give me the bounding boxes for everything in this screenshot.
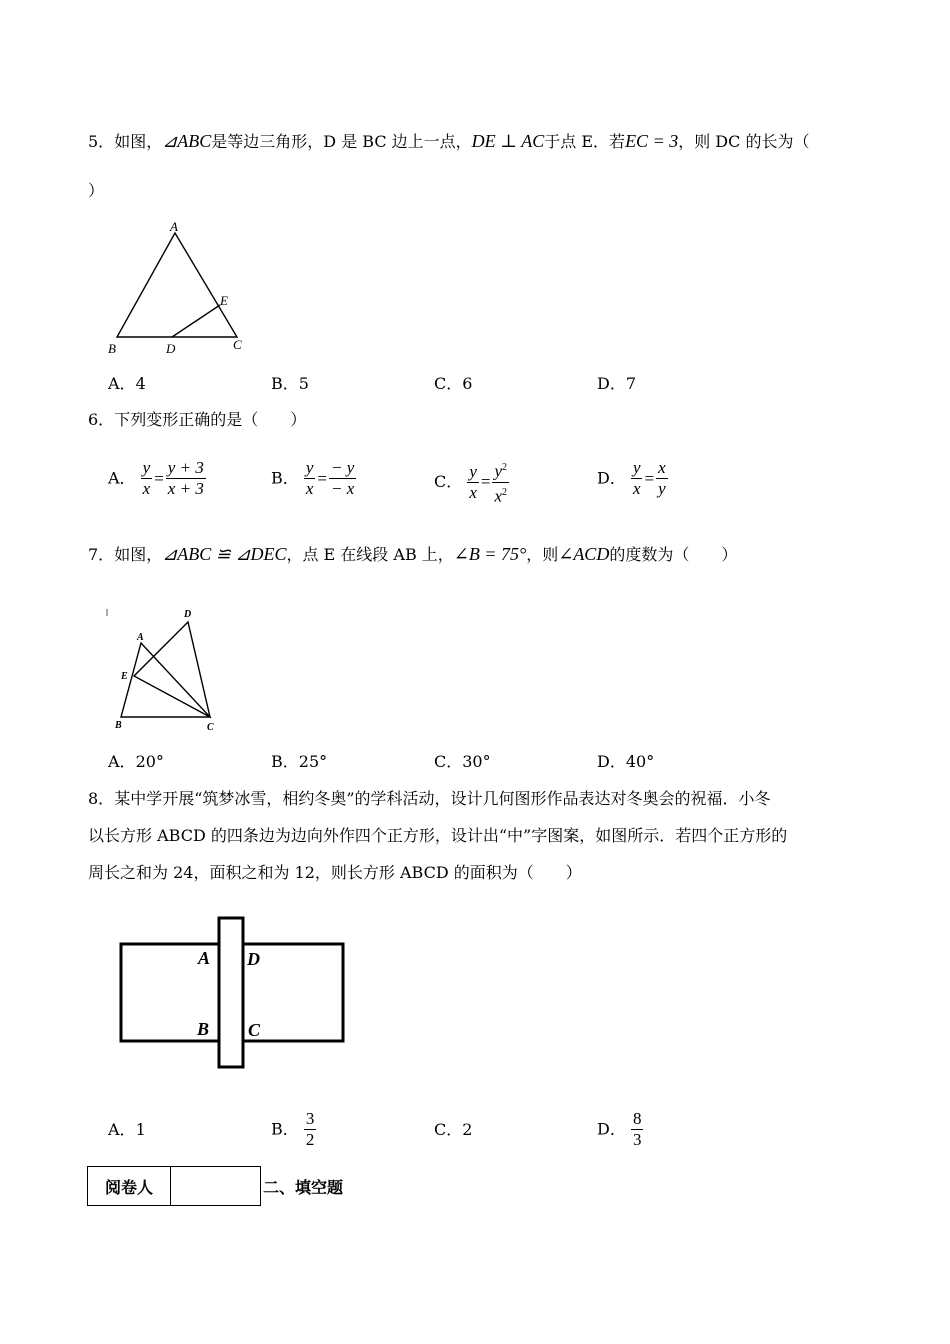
q5-label-b: B (108, 341, 116, 356)
q8-stem-line2: 以长方形 ABCD 的四条边为边向外作四个正方形，设计出“中”字图案，如图所示．若四个正方形的 (88, 826, 788, 845)
q7-option-a[interactable]: A．20° (108, 752, 164, 771)
q6-b-left-fraction: $\frac{y}{x}$ (305, 458, 314, 498)
grader-score-box[interactable] (171, 1166, 261, 1206)
q8-label-a: A (198, 948, 211, 968)
q5-figure (100, 215, 260, 360)
q7-stem: 7．如图，⊿ABC ≌ ⊿DEC，点 E 在线段 AB 上，∠B = 75°，则∠ACD的度数为（ ） (88, 544, 738, 564)
q8-label-b: B (197, 1019, 210, 1039)
q5-stem: 5．如图，⊿ABC是等边三角形，D 是 BC 边上一点，DE ⊥ AC于点 E．若EC = 3，则 DC 的长为（ (88, 131, 810, 151)
q7-option-b[interactable]: B．25° (271, 752, 328, 771)
q8-stem-line3: 周长之和为 24，面积之和为 12，则长方形 ABCD 的面积为（ ） (88, 863, 582, 882)
q5-label-a: A (170, 219, 178, 234)
q6-option-d[interactable]: D． $\frac{y}{x}$ = $\frac{x}{y}$ (597, 458, 666, 498)
q5-option-c[interactable]: C．6 (434, 374, 473, 393)
q6-option-a[interactable]: A． $\frac{y}{x}$ = $\frac{y + 3}{x + 3}$ (108, 458, 204, 498)
q5-option-a[interactable]: A．4 (108, 374, 146, 393)
grader-label: 阅卷人 (87, 1166, 171, 1206)
q6-b-right-fraction: $\frac{- y}{- x}$ (331, 458, 355, 498)
section-title: 二、填空题 (263, 1177, 344, 1197)
q5-stem-close: ） (88, 181, 105, 200)
q5-label-c: C (233, 337, 242, 352)
q7-figure (100, 600, 230, 740)
q8-label-d: D (247, 949, 260, 969)
q7-option-d[interactable]: D．40° (597, 752, 655, 771)
q7-label-a: A (137, 632, 144, 643)
q6-a-right-fraction: $\frac{y + 3}{x + 3}$ (167, 458, 204, 498)
q8-label-c: C (248, 1020, 261, 1040)
q6-d-right-fraction: $\frac{x}{y}$ (658, 458, 666, 498)
q5-label-d: D (166, 341, 176, 356)
q6-option-b[interactable]: B． $\frac{y}{x}$ = $\frac{- y}{- x}$ (271, 458, 355, 498)
q8-stem-line1: 8．某中学开展“筑梦冰雪，相约冬奥”的学科活动，设计几何图形作品表达对冬奥会的祝福．小冬 (88, 789, 771, 808)
q5-option-b[interactable]: B．5 (271, 374, 309, 393)
q6-stem: 6．下列变形正确的是（ ） (88, 410, 307, 429)
q6-c-left-fraction: $\frac{y}{x}$ (469, 461, 477, 502)
q5-option-d[interactable]: D．7 (597, 374, 637, 393)
q6-option-c[interactable]: C． $\frac{y}{x}$ = $\frac{y^2}{x^2}$ (434, 458, 509, 506)
q7-option-c[interactable]: C．30° (434, 752, 491, 771)
q8-d-fraction: $\frac{8}{3}$ (632, 1109, 642, 1149)
q8-option-c[interactable]: C．2 (434, 1120, 473, 1139)
q8-option-a[interactable]: A．1 (108, 1120, 146, 1139)
q7-label-b: B (115, 720, 122, 731)
grader-table (87, 1166, 343, 1206)
q8-figure (110, 910, 360, 1080)
q6-d-left-fraction: $\frac{y}{x}$ (632, 458, 641, 498)
q6-a-left-fraction: $\frac{y}{x}$ (142, 458, 151, 498)
q7-label-e: E (121, 671, 128, 682)
q8-b-fraction: $\frac{3}{2}$ (305, 1109, 315, 1149)
q6-c-right-fraction: $\frac{y^2}{x^2}$ (492, 458, 509, 506)
q7-label-c: C (207, 722, 214, 733)
q5-label-e: E (220, 293, 228, 308)
q8-option-b[interactable]: B． $\frac{3}{2}$ (271, 1109, 315, 1149)
q8-option-d[interactable]: D． $\frac{8}{3}$ (597, 1109, 642, 1149)
q7-label-d: D (184, 609, 192, 620)
